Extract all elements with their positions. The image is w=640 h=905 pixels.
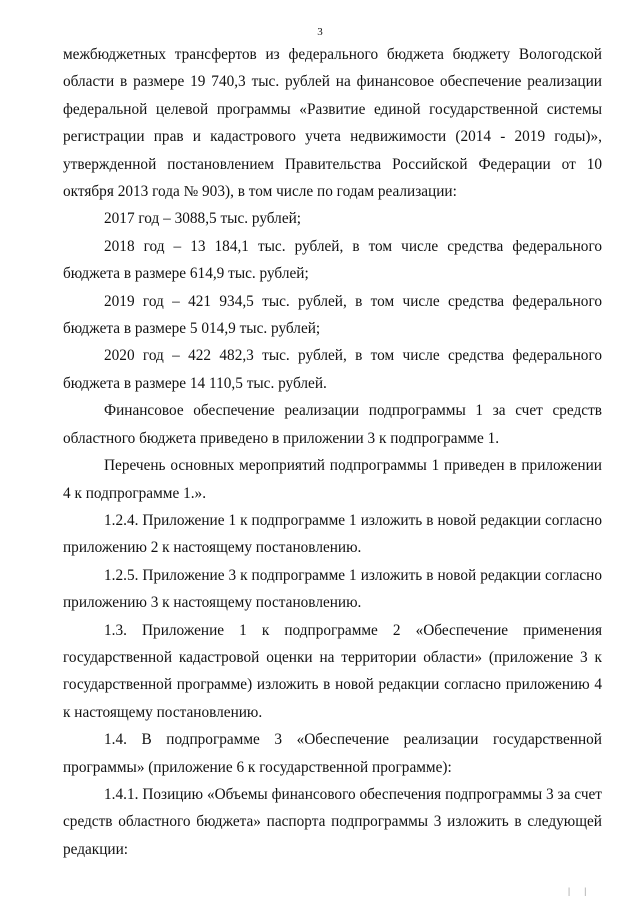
paragraph-year-2020: 2020 год – 422 482,3 тыс. рублей, в том числе средства федерального бюджета в размере 14 110,5 тыс. рублей. — [63, 347, 602, 392]
paragraph-financing-appendix: Финансовое обеспечение реализации подпрограммы 1 за счет средств областного бюджета приведено в приложении 3 к подпрограмме 1. — [63, 402, 602, 447]
paragraph-item-1-3: 1.3. Приложение 1 к подпрограмме 2 «Обеспечение применения государственной кадастровой оценки на территории области» (приложение 3 к государственной программе) изложить в новой редакции согласно приложению 4 к настоящему постановлению. — [63, 621, 602, 721]
paragraph-year-2018: 2018 год – 13 184,1 тыс. рублей, в том числе средства федерального бюджета в размере 614,9 тыс. рублей; — [63, 237, 602, 283]
paragraph-item-1-2-5: 1.2.5. Приложение 3 к подпрограмме 1 изложить в новой редакции согласно приложению 3 к настоящему постановлению. — [63, 566, 602, 612]
paragraph-interbudget-transfers: межбюджетных трансфертов из федерального бюджета бюджету Вологодской области в размере 19 740,3 тыс. рублей на финансовое обеспечение реализации федеральной целевой программы «Развитие единой государственной системы регистрации прав и кадастрового учета недвижимости (2014 - 2019 годы)», утвержденной постановлением Правительства Российской Федерации от 10 октября 2013 года № 903), в том числе по годам реализации: — [63, 46, 602, 201]
paragraph-year-2019: 2019 год – 421 934,5 тыс. рублей, в том числе средства федерального бюджета в размере 5 014,9 тыс. рублей; — [63, 292, 602, 338]
paragraph-item-1-4: 1.4. В подпрограмме 3 «Обеспечение реализации государственной программы» (приложение 6 к государственной программе): — [63, 731, 602, 776]
page-number: 3 — [317, 26, 323, 38]
paragraph-year-2017: 2017 год – 3088,5 тыс. рублей; — [104, 210, 302, 228]
document-body — [63, 41, 602, 863]
paragraph-item-1-4-1: 1.4.1. Позицию «Объемы финансового обеспечения подпрограммы 3 за счет средств областного бюджета» паспорта подпрограммы 3 изложить в следующей редакции: — [63, 785, 602, 858]
paragraph-activities-list: Перечень основных мероприятий подпрограммы 1 приведен в приложении 4 к подпрограмме 1.». — [63, 457, 602, 502]
scan-corner-marks: | | — [568, 886, 592, 896]
paragraph-item-1-2-4: 1.2.4. Приложение 1 к подпрограмме 1 изложить в новой редакции согласно приложению 2 к настоящему постановлению. — [63, 511, 602, 557]
